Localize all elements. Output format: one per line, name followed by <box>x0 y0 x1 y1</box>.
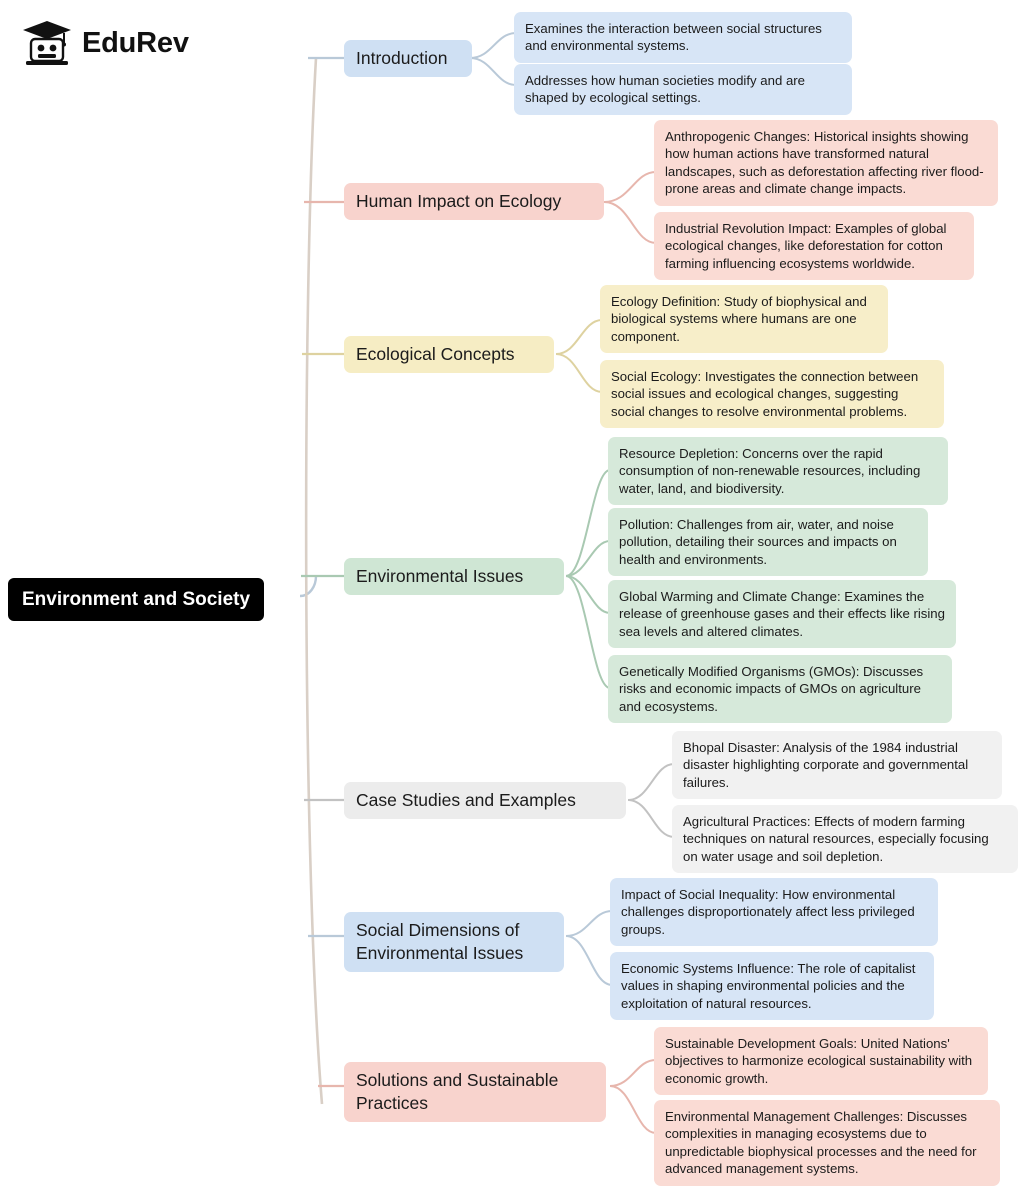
leaf-solutions-2[interactable]: Environmental Management Challenges: Discusses complexities in managing ecosystems due to unpredictable biophysical processes and the need for advanced management systems. <box>654 1100 1000 1186</box>
leaf-case-studies-1[interactable]: Bhopal Disaster: Analysis of the 1984 industrial disaster highlighting corporate and governmental failures. <box>672 731 1002 799</box>
leaf-solutions-1[interactable]: Sustainable Development Goals: United Nations' objectives to harmonize ecological sustainability with economic growth. <box>654 1027 988 1095</box>
branch-case-studies-and-examples[interactable]: Case Studies and Examples <box>344 782 626 819</box>
leaf-ecological-concepts-1[interactable]: Ecology Definition: Study of biophysical and biological systems where humans are one component. <box>600 285 888 353</box>
branch-environmental-issues[interactable]: Environmental Issues <box>344 558 564 595</box>
leaf-social-dimensions-1[interactable]: Impact of Social Inequality: How environmental challenges disproportionately affect less privileged groups. <box>610 878 938 946</box>
leaf-environmental-issues-2[interactable]: Pollution: Challenges from air, water, and noise pollution, detailing their sources and impacts on health and environments. <box>608 508 928 576</box>
branch-introduction[interactable]: Introduction <box>344 40 472 77</box>
leaf-introduction-2[interactable]: Addresses how human societies modify and are shaped by ecological settings. <box>514 64 852 115</box>
leaf-introduction-1[interactable]: Examines the interaction between social structures and environmental systems. <box>514 12 852 63</box>
leaf-environmental-issues-3[interactable]: Global Warming and Climate Change: Examines the release of greenhouse gases and their effects like rising sea levels and altered climates. <box>608 580 956 648</box>
edurev-logo[interactable] <box>10 6 216 80</box>
graduation-cap-robot-icon <box>20 17 74 69</box>
branch-human-impact-on-ecology[interactable]: Human Impact on Ecology <box>344 183 604 220</box>
edurev-logo-text: EduRev <box>82 26 189 59</box>
leaf-social-dimensions-2[interactable]: Economic Systems Influence: The role of capitalist values in shaping environmental policies and the exploitation of natural resources. <box>610 952 934 1020</box>
leaf-environmental-issues-1[interactable]: Resource Depletion: Concerns over the rapid consumption of non-renewable resources, including water, land, and biodiversity. <box>608 437 948 505</box>
branch-ecological-concepts[interactable]: Ecological Concepts <box>344 336 554 373</box>
leaf-ecological-concepts-2[interactable]: Social Ecology: Investigates the connection between social issues and ecological changes, suggesting social changes to resolve environmental problems. <box>600 360 944 428</box>
leaf-human-impact-1[interactable]: Anthropogenic Changes: Historical insights showing how human actions have transformed natural landscapes, such as deforestation affecting river flood-prone areas and climate change impacts. <box>654 120 998 206</box>
leaf-environmental-issues-4[interactable]: Genetically Modified Organisms (GMOs): Discusses risks and economic impacts of GMOs on agriculture and ecosystems. <box>608 655 952 723</box>
branch-social-dimensions[interactable]: Social Dimensions of Environmental Issues <box>344 912 564 972</box>
leaf-case-studies-2[interactable]: Agricultural Practices: Effects of modern farming techniques on natural resources, especially focusing on water usage and soil depletion. <box>672 805 1018 873</box>
mindmap-root[interactable]: Environment and Society <box>8 578 264 621</box>
branch-solutions-and-sustainable-practices[interactable]: Solutions and Sustainable Practices <box>344 1062 606 1122</box>
leaf-human-impact-2[interactable]: Industrial Revolution Impact: Examples of global ecological changes, like deforestation for cotton farming influencing ecosystems worldwide. <box>654 212 974 280</box>
